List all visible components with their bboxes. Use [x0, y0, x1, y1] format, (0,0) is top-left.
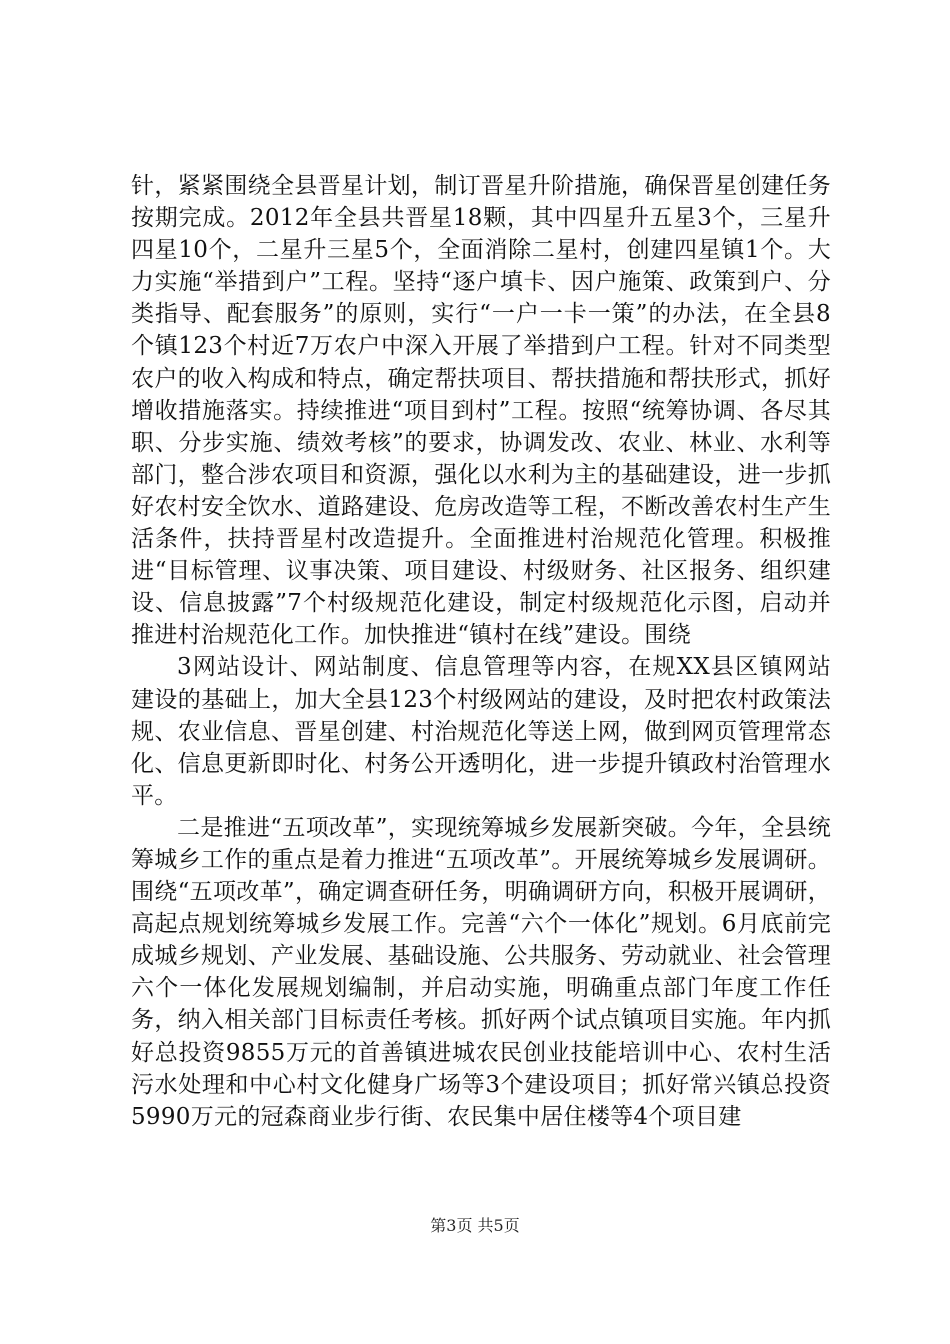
paragraph-2: 3网站设计、网站制度、信息管理等内容，在规XX县区镇网站建设的基础上，加大全县123个村级网站的建设，及时把农村政策法规、农业信息、晋星创建、村治规范化等送上网，做到网页管理常态化、信息更新即时化、村务公开透明化，进一步提升镇政村治管理水平。	[131, 654, 831, 809]
paragraph-1: 针，紧紧围绕全县晋星计划，制订晋星升阶措施，确保晋星创建任务按期完成。2012年全县共晋星18颗，其中四星升五星3个，三星升四星10个，二星升三星5个，全面消除二星村，创建四星镇1个。大力实施“举措到户”工程。坚持“逐户填卡、因户施策、政策到户、分类指导、配套服务”的原则，实行“一户一卡一策”的办法，在全县8个镇123个村近7万农户中深入开展了举措到户工程。针对不同类型农户的收入构成和特点，确定帮扶项目、帮扶措施和帮扶形式，抓好增收措施落实。持续推进“项目到村”工程。按照“统筹协调、各尽其职、分步实施、绩效考核”的要求，协调发改、农业、林业、水利等部门，整合涉农项目和资源，强化以水利为主的基础建设，进一步抓好农村安全饮水、道路建设、危房改造等工程，不断改善农村生产生活条件，扶持晋星村改造提升。全面推进村治规范化管理。积极推进“目标管理、议事决策、项目建设、村级财务、社区报务、组织建设、信息披露”7个村级规范化建设，制定村级规范化示图，启动并推进村治规范化工作。加快推进“镇村在线”建设。围绕	[131, 173, 831, 649]
body-text	[131, 170, 831, 1133]
page-number-footer: 第3页 共5页	[430, 1216, 520, 1235]
paragraph-3: 二是推进“五项改革”，实现统筹城乡发展新突破。今年，全县统筹城乡工作的重点是着力推进“五项改革”。开展统筹城乡发展调研。围绕“五项改革”，确定调查研任务，明确调研方向，积极开展调研，高起点规划统筹城乡发展工作。完善“六个一体化”规划。6月底前完成城乡规划、产业发展、基础设施、公共服务、劳动就业、社会管理六个一体化发展规划编制，并启动实施，明确重点部门年度工作任务，纳入相关部门目标责任考核。抓好两个试点镇项目实施。年内抓好总投资9855万元的首善镇进城农民创业技能培训中心、农村生活污水处理和中心村文化健身广场等3个建设项目；抓好常兴镇总投资5990万元的冠森商业步行街、农民集中居住楼等4个项目建	[131, 814, 831, 1130]
